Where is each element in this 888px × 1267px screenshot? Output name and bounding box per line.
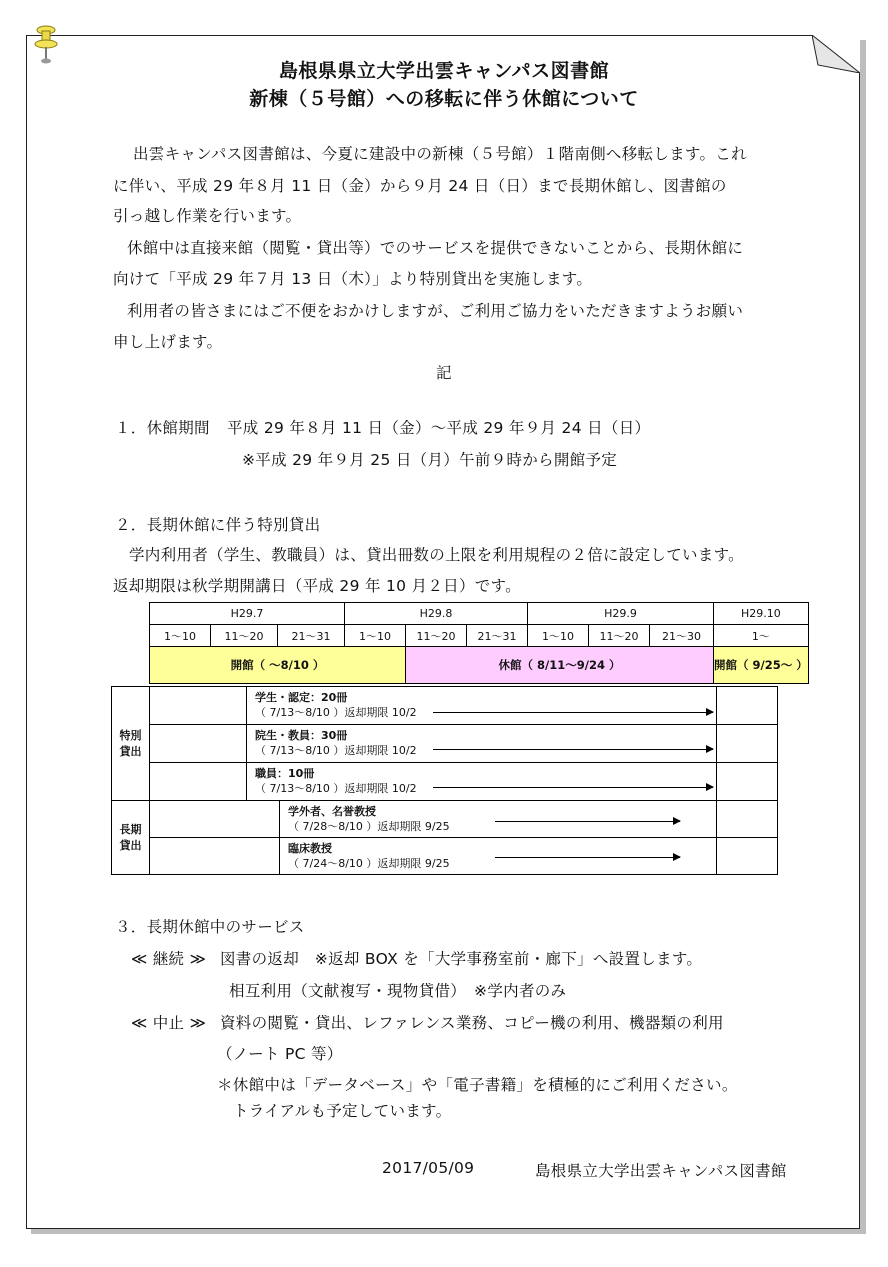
arrow-icon [433,712,713,713]
footer-org: 島根県立大学出雲キャンパス図書館 [535,1162,787,1180]
schedule-status-row [150,647,809,684]
period-cell: 21～30 [650,625,714,647]
intro-p3-line2: 申し上げます。 [113,333,223,351]
schedule-table [149,602,809,684]
section2-heading: ２．長期休館に伴う特別貸出 [115,516,321,534]
section2-desc-line1: 学内利用者（学生、教職員）は、貸出冊数の上限を利用規程の２倍に設定しています。 [129,546,744,564]
footer-date: 2017/05/09 [382,1159,475,1177]
reopen-bar: 開館（ 9/25～ ） [714,647,809,684]
loan-entry [280,801,717,838]
loan-term: （ 7/24～8/10 ）返却期限 9/25 [288,857,450,870]
period-cell: 1～10 [528,625,589,647]
period-cell: 21～31 [467,625,528,647]
period-cell: 21～31 [278,625,345,647]
loan-entry [247,763,717,801]
empty-cell [717,725,778,763]
loan-entry [247,725,717,763]
loan-who: 学外者、名誉教授 [288,805,376,818]
intro-p3-line1: 利用者の皆さまにはご不便をおかけしますが、ご利用ご協力をいただきますようお願い [127,302,744,320]
empty-cell [150,725,247,763]
empty-cell [717,838,778,875]
arrow-icon [495,821,680,822]
month-cell: H29.10 [714,603,809,625]
note-line2: トライアルも予定しています。 [233,1102,452,1120]
special-label-2: 貸出 [119,744,142,758]
document-page [26,35,860,1229]
intro-p2-line1: 休館中は直接来館（閲覧・貸出等）でのサービスを提供できないことから、長期休館に [127,239,744,257]
loan-entry [247,687,717,725]
section3-heading: ３．長期休館中のサービス [115,918,305,936]
stop-tag: ≪ 中止 ≫ [131,1014,207,1032]
empty-cell [150,801,280,838]
schedule-period-row [150,625,809,647]
loan-who: 臨床教授 [288,842,332,855]
loans-table [111,686,778,875]
reopen-note: ※平成 29 年９月 25 日（月）午前９時から開館予定 [242,451,618,469]
loan-term: （ 7/28～8/10 ）返却期限 9/25 [288,820,450,833]
intro-p2-line2: 向けて「平成 29 年７月 13 日（木）」より特別貸出を実施します。 [113,270,593,288]
closed-bar: 休館（ 8/11～9/24 ） [406,647,714,684]
loan-term: （ 7/13～8/10 ）返却期限 10/2 [255,744,417,757]
schedule-month-row [150,603,809,625]
intro-p1-line2: に伴い、平成 29 年８月 11 日（金）から９月 24 日（日）まで長期休館し、図書館の [113,177,727,195]
empty-cell [150,687,247,725]
loan-who: 職員：10冊 [255,767,315,780]
intro-p1-line1: 出雲キャンパス図書館は、今夏に建設中の新棟（５号館）１階南側へ移転します。これ [133,145,747,163]
long-label-1: 長期 [119,822,142,836]
closure-period: 平成 29 年８月 11 日（金）～平成 29 年９月 24 日（日） [227,419,651,437]
loan-who: 院生・教員：30冊 [255,729,348,742]
long-label-2: 貸出 [119,838,142,852]
empty-cell [717,687,778,725]
loan-row [112,725,778,763]
period-cell: 1～10 [150,625,211,647]
title-line-1: 島根県県立大学出雲キャンパス図書館 [278,60,610,82]
special-loan-label [112,687,150,801]
period-cell: 11～20 [211,625,278,647]
loan-term: （ 7/13～8/10 ）返却期限 10/2 [255,706,417,719]
long-loan-label [112,801,150,875]
special-label-1: 特別 [119,728,142,742]
stop-line2: （ノート PC 等） [217,1045,343,1063]
arrow-icon [433,749,713,750]
period-cell: 1～ [714,625,809,647]
ki-marker: 記 [436,364,452,382]
loan-term: （ 7/13～8/10 ）返却期限 10/2 [255,782,417,795]
empty-cell [150,838,280,875]
empty-cell [717,763,778,801]
title-line-2: 新棟（５号館）への移転に伴う休館について [249,88,639,110]
month-cell: H29.9 [528,603,714,625]
arrow-icon [433,787,713,788]
loan-row [112,687,778,725]
arrow-icon [495,857,680,858]
loan-entry [280,838,717,875]
empty-cell [717,801,778,838]
loan-who: 学生・認定：20冊 [255,691,348,704]
loan-row [112,763,778,801]
continue-line1: 図書の返却 ※返却 BOX を「大学事務室前・廊下」へ設置します。 [220,950,703,968]
open-bar: 開館（ ～8/10 ） [150,647,406,684]
continue-line2: 相互利用（文献複写・現物貸借） ※学内者のみ [229,982,567,1000]
period-cell: 1～10 [345,625,406,647]
intro-p1-line3: 引っ越し作業を行います。 [113,207,302,225]
note-line1: ＊休館中は「データベース」や「電子書籍」を積極的にご利用ください。 [217,1076,738,1094]
month-cell: H29.8 [345,603,528,625]
pushpin-icon [30,20,62,66]
stop-line1: 資料の閲覧・貸出、レファレンス業務、コピー機の利用、機器類の利用 [220,1014,724,1032]
month-cell: H29.7 [150,603,345,625]
empty-cell [150,763,247,801]
period-cell: 11～20 [406,625,467,647]
section2-desc-line2: 返却期限は秋学期開講日（平成 29 年 10 月２日）です。 [113,577,521,595]
continue-tag: ≪ 継続 ≫ [131,950,207,968]
period-cell: 11～20 [589,625,650,647]
section1-heading: １．休館期間 [115,419,210,437]
